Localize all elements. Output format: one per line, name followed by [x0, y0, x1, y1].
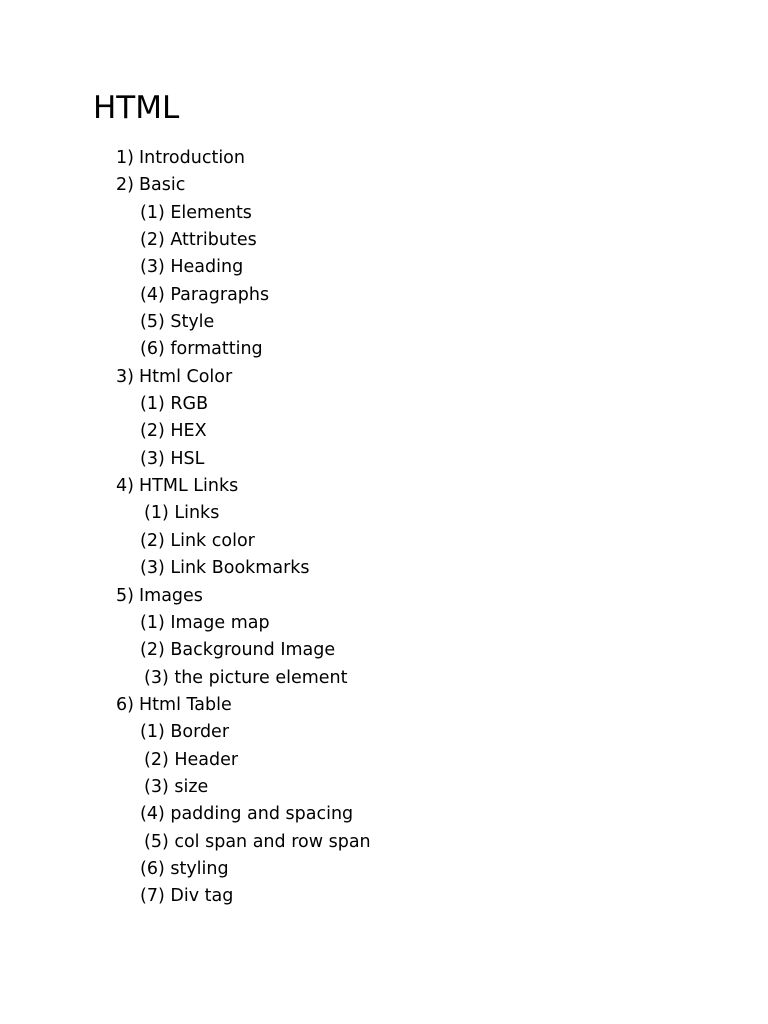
item-number: 3)	[116, 366, 134, 387]
sub-list-item	[0, 446, 768, 473]
sub-item-label: (3) size	[144, 776, 209, 797]
item-label: Html Color	[139, 366, 233, 387]
sub-item-label: (4) padding and spacing	[140, 804, 354, 825]
sub-item-label: (6) styling	[140, 858, 229, 879]
sub-list-item	[0, 254, 768, 281]
sub-item-label: (1) Links	[144, 503, 220, 524]
list-item	[0, 583, 768, 610]
sub-item-label: (4) Paragraphs	[140, 284, 270, 305]
item-number: 2)	[116, 175, 134, 196]
page-title: HTML	[93, 90, 180, 126]
sub-item-label: (5) col span and row span	[144, 831, 371, 852]
sub-list-item	[0, 528, 768, 555]
sub-list-item	[0, 719, 768, 746]
sub-list-item	[0, 282, 768, 309]
sub-item-label: (2) Header	[144, 749, 239, 770]
sub-list-item	[0, 336, 768, 363]
sub-item-label: (6) formatting	[140, 339, 263, 360]
topic-outline	[0, 145, 768, 911]
item-label: Introduction	[139, 148, 245, 168]
list-item	[0, 145, 768, 172]
sub-list-item	[0, 801, 768, 828]
sub-item-label: (3) the picture element	[144, 667, 348, 688]
sub-list-item	[0, 883, 768, 910]
sub-list-item	[0, 774, 768, 801]
item-label: Basic	[139, 175, 186, 196]
sub-item-label: (2) Background Image	[140, 640, 336, 661]
list-item	[0, 692, 768, 719]
sub-item-label: (2) Attributes	[140, 230, 257, 251]
list-item	[0, 473, 768, 500]
item-number: 1)	[116, 148, 134, 168]
sub-list-item	[0, 200, 768, 227]
sub-item-label: (1) RGB	[140, 394, 209, 415]
item-number: 6)	[116, 694, 134, 715]
sub-item-label: (3) Link Bookmarks	[140, 558, 310, 579]
sub-item-label: (1) Border	[140, 722, 230, 743]
sub-list-item	[0, 418, 768, 445]
list-item	[0, 364, 768, 391]
sub-list-item	[0, 747, 768, 774]
sub-list-item	[0, 610, 768, 637]
sub-list-item	[0, 391, 768, 418]
sub-list-item	[0, 555, 768, 582]
item-number: 5)	[116, 585, 134, 606]
item-label: HTML Links	[139, 476, 239, 497]
sub-item-label: (5) Style	[140, 312, 215, 333]
sub-list-item	[0, 637, 768, 664]
sub-item-label: (7) Div tag	[140, 886, 234, 907]
sub-list-item	[0, 309, 768, 336]
item-label: Html Table	[139, 694, 232, 715]
sub-list-item	[0, 500, 768, 527]
list-item	[0, 172, 768, 199]
sub-item-label: (2) Link color	[140, 530, 255, 551]
sub-item-label: (1) Image map	[140, 612, 270, 633]
item-number: 4)	[116, 476, 134, 497]
sub-list-item	[0, 829, 768, 856]
sub-item-label: (1) Elements	[140, 202, 252, 223]
sub-list-item	[0, 227, 768, 254]
sub-item-label: (2) HEX	[140, 421, 207, 442]
sub-list-item	[0, 856, 768, 883]
sub-list-item	[0, 665, 768, 692]
item-label: Images	[139, 585, 203, 606]
sub-item-label: (3) HSL	[140, 448, 205, 469]
sub-item-label: (3) Heading	[140, 257, 244, 278]
